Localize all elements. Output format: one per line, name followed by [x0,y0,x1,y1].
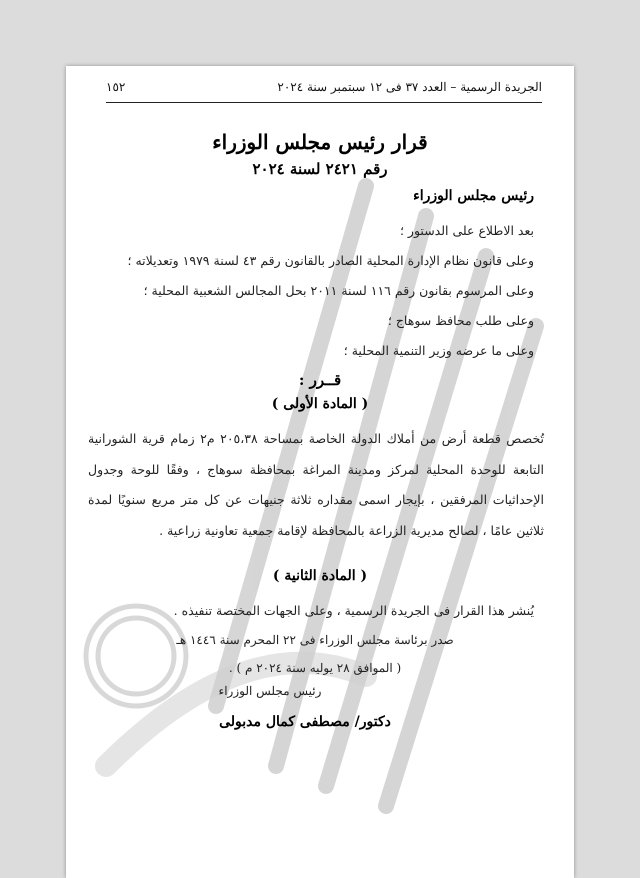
issuance-date-hijri: صدر برئاسة مجلس الوزراء فى ٢٢ المحرم سنة ١٤٤٦ هـ [176,633,454,647]
issuer-heading: رئيس مجلس الوزراء [413,188,534,204]
preamble-line: بعد الاطلاع على الدستور ؛ [399,223,534,238]
article-2-title: ( المادة الثانية ) [272,568,368,584]
preamble-line: وعلى ما عرضه وزير التنمية المحلية ؛ [343,343,534,358]
signatory-name: دكتور/ مصطفى كمال مدبولى [219,714,391,730]
signatory-role: رئيس مجلس الوزراء [218,684,322,698]
decree-title: قرار رئيس مجلس الوزراء [212,130,428,154]
gazette-header [106,80,542,94]
article-1-body: تُخصص قطعة أرض من أملاك الدولة الخاصة بمساحة ٢٠٥،٣٨ م٢ زمام قرية الشورانية التابعة للوحدة المحلية لمركز ومدينة المراغة بمحافظة سوهاج ، وفقًا للوحة وجدول الإحداثيات المرفقين ، بإيجار اسمى مقداره ثلاثة جنيهات عن كل متر مربع سنويًا لمدة ثلاثين عامًا ، لصالح مديرية الزراعة بالمحافظة لإقامة جمعية تعاونية زراعية . [88,431,545,538]
preamble-line: وعلى المرسوم بقانون رقم ١١٦ لسنة ٢٠١١ بحل المجالس الشعبية المحلية ؛ [143,283,534,298]
decree-number: رقم ٢٤٢١ لسنة ٢٠٢٤ [252,160,388,178]
article-1-title: ( المادة الأولى ) [271,396,369,412]
gazette-page [66,66,574,878]
preamble-line: وعلى طلب محافظ سوهاج ؛ [387,313,534,328]
preamble [96,216,534,366]
decided-heading: قــرر : [298,371,342,389]
preamble-line: وعلى قانون نظام الإدارة المحلية الصادر بالقانون رقم ٤٣ لسنة ١٩٧٩ وتعديلاته ؛ [127,253,534,268]
page-number: ١٥٢ [106,80,126,94]
article-2-body: يُنشر هذا القرار فى الجريدة الرسمية ، وعلى الجهات المختصة تنفيذه . [173,603,534,618]
gazette-issue-line: الجريدة الرسمية – العدد ٣٧ فى ١٢ سبتمبر سنة ٢٠٢٤ [277,80,542,94]
header-divider [106,102,542,103]
issuance-block [96,626,534,682]
issuance-date-gregorian: ( الموافق ٢٨ يوليه سنة ٢٠٢٤ م ) . [228,661,402,675]
